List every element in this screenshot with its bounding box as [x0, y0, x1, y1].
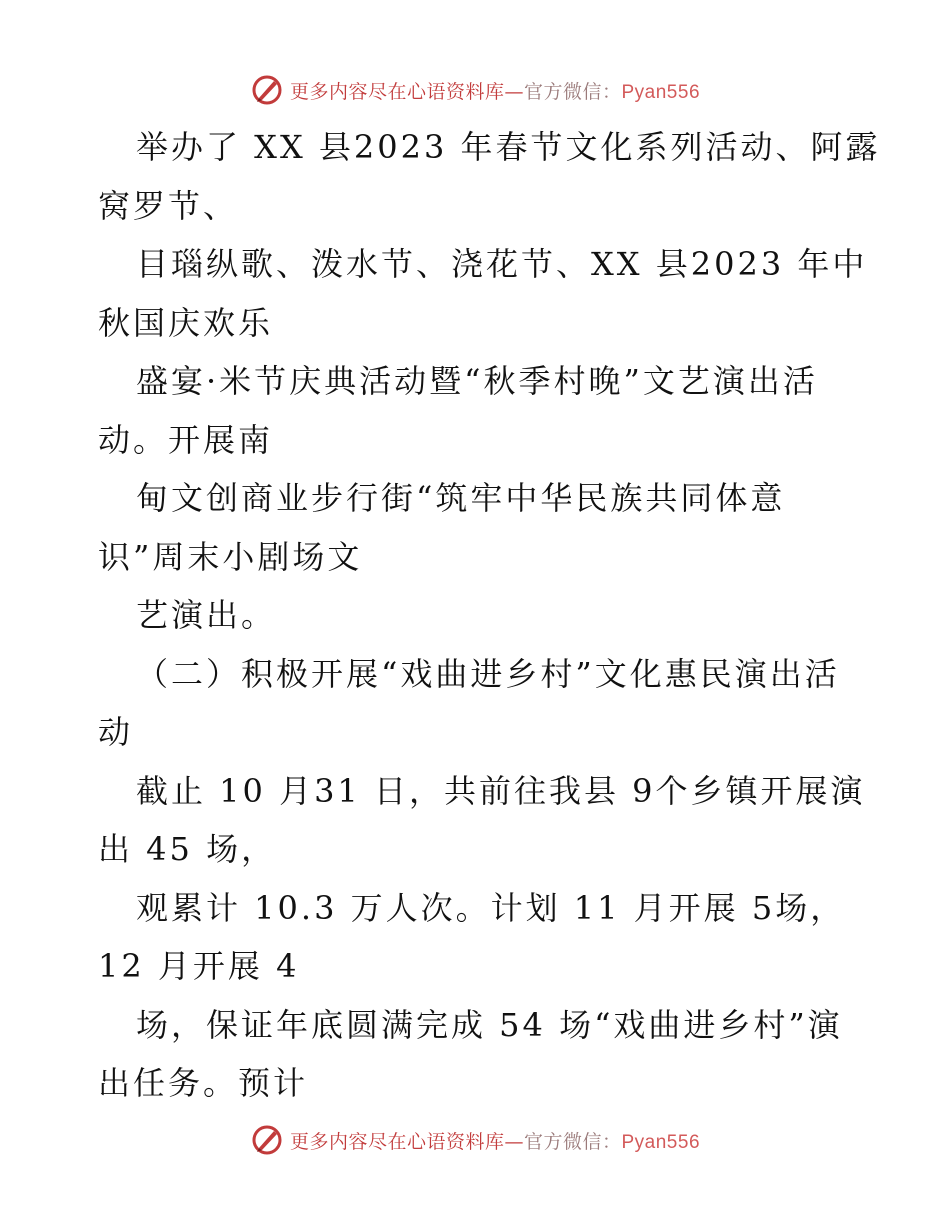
watermark-group	[250, 73, 700, 107]
pen-logo-icon	[250, 1123, 284, 1157]
watermark-wechat-id: Pyan556	[621, 81, 701, 103]
header-watermark	[0, 70, 950, 110]
text-line: 窝罗节、	[98, 186, 239, 225]
watermark-wechat-label: 官方微信：	[523, 80, 622, 103]
text-line: 艺演出。	[136, 596, 277, 634]
text-line: 盛宴·米节庆典活动暨“秋季村晚”文艺演出活	[136, 362, 818, 400]
watermark-text	[290, 77, 700, 104]
text-line: 目瑙纵歌、泼水节、浇花节、XX 县2023 年中	[136, 245, 868, 283]
text-line: 秋国庆欢乐	[98, 303, 274, 342]
text-line: 12 月开展 4	[98, 947, 300, 985]
text-line: 出 45 场，	[98, 830, 277, 868]
document-body	[98, 118, 881, 1113]
watermark-separator: —	[504, 1130, 524, 1153]
text-line: 甸文创商业步行街“筑牢中华民族共同体意	[136, 479, 786, 517]
footer-watermark	[0, 1120, 950, 1160]
watermark-wechat-label: 官方微信：	[523, 1130, 622, 1153]
text-line: 识”周末小剧场文	[98, 537, 363, 576]
watermark-separator: —	[504, 80, 524, 103]
watermark-wechat-id: Pyan556	[621, 1131, 701, 1153]
text-line: 动	[98, 713, 134, 751]
watermark-site-text: 更多内容尽在心语资料库	[289, 80, 505, 103]
text-line: 观累计 10.3 万人次。计划 11 月开展 5场，	[136, 888, 846, 927]
text-line: 举办了 XX 县2023 年春节文化系列活动、阿露	[136, 128, 881, 166]
watermark-group	[250, 1123, 700, 1157]
text-line: 出任务。预计	[98, 1064, 309, 1102]
text-line: 动。开展南	[98, 420, 274, 459]
watermark-site-text: 更多内容尽在心语资料库	[289, 1130, 505, 1153]
watermark-text	[290, 1127, 700, 1154]
section-heading: （二）积极开展“戏曲进乡村”文化惠民演出活	[136, 654, 840, 693]
text-line: 截止 10 月31 日，共前往我县 9个乡镇开展演	[136, 771, 866, 810]
pen-logo-icon	[250, 73, 284, 107]
text-line: 场，保证年底圆满完成 54 场“戏曲进乡村”演	[136, 1005, 843, 1044]
